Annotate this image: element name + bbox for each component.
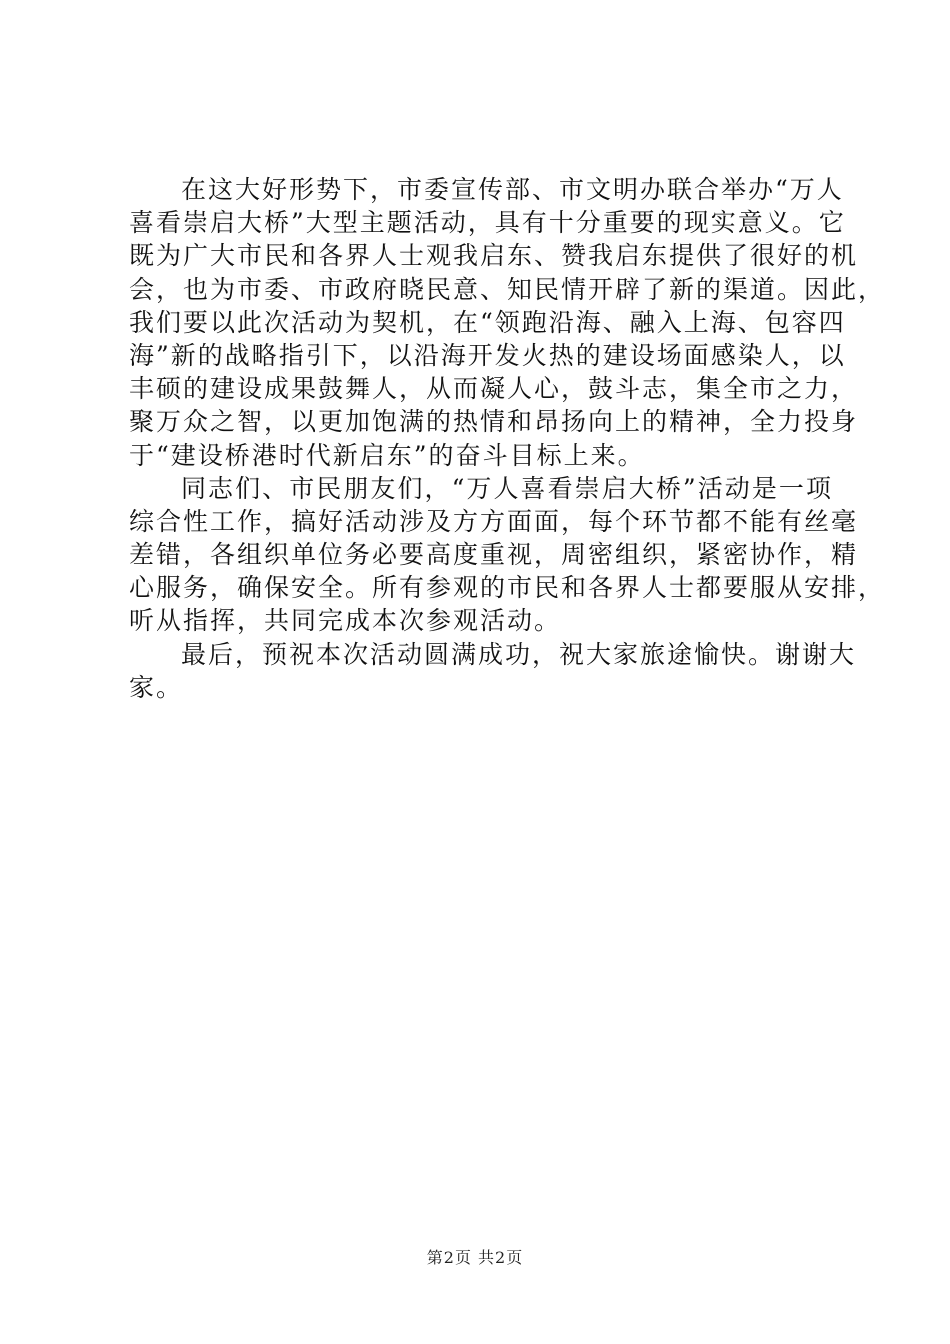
text-line: 差错，各组织单位务必要高度重视，周密组织，紧密协作，精 (129, 540, 859, 570)
text-line: 喜看崇启大桥”大型主题活动，具有十分重要的现实意义。它 (129, 208, 846, 238)
paragraph-2 (129, 472, 886, 638)
text-line: 于“建设桥港时代新启东”的奋斗目标上来。 (129, 440, 645, 470)
text-line: 丰硕的建设成果鼓舞人，从而凝人心，鼓斗志，集全市之力， (129, 374, 859, 404)
text-line: 我们要以此次活动为契机，在“领跑沿海、融入上海、包容四 (129, 307, 846, 337)
text-line: 海”新的战略指引下，以沿海开发火热的建设场面感染人，以 (129, 340, 846, 370)
text-line: 既为广大市民和各界人士观我启东、赞我启东提供了很好的机 (129, 241, 859, 271)
text-line: 在这大好形势下，市委宣传部、市文明办联合举办“万人 (181, 175, 844, 204)
paragraph-1 (129, 173, 886, 472)
page-number-footer: 第2页 共2页 (426, 1248, 524, 1267)
text-line: 会，也为市委、市政府晓民意、知民情开辟了新的渠道。因此， (129, 274, 886, 304)
document-body (129, 173, 886, 704)
text-line: 同志们、市民朋友们，“万人喜看崇启大桥”活动是一项 (181, 473, 833, 503)
text-line: 听从指挥，共同完成本次参观活动。 (129, 606, 562, 636)
paragraph-3 (129, 638, 857, 704)
text-line: 心服务，确保安全。所有参观的市民和各界人士都要服从安排， (129, 573, 886, 603)
text-line: 综合性工作，搞好活动涉及方方面面，每个环节都不能有丝毫 (129, 506, 859, 536)
text-line: 聚万众之智，以更加饱满的热情和昂扬向上的精神，全力投身 (129, 407, 859, 437)
text-line: 家。 (129, 672, 184, 702)
text-line: 最后，预祝本次活动圆满成功，祝大家旅途愉快。谢谢大 (181, 639, 857, 669)
